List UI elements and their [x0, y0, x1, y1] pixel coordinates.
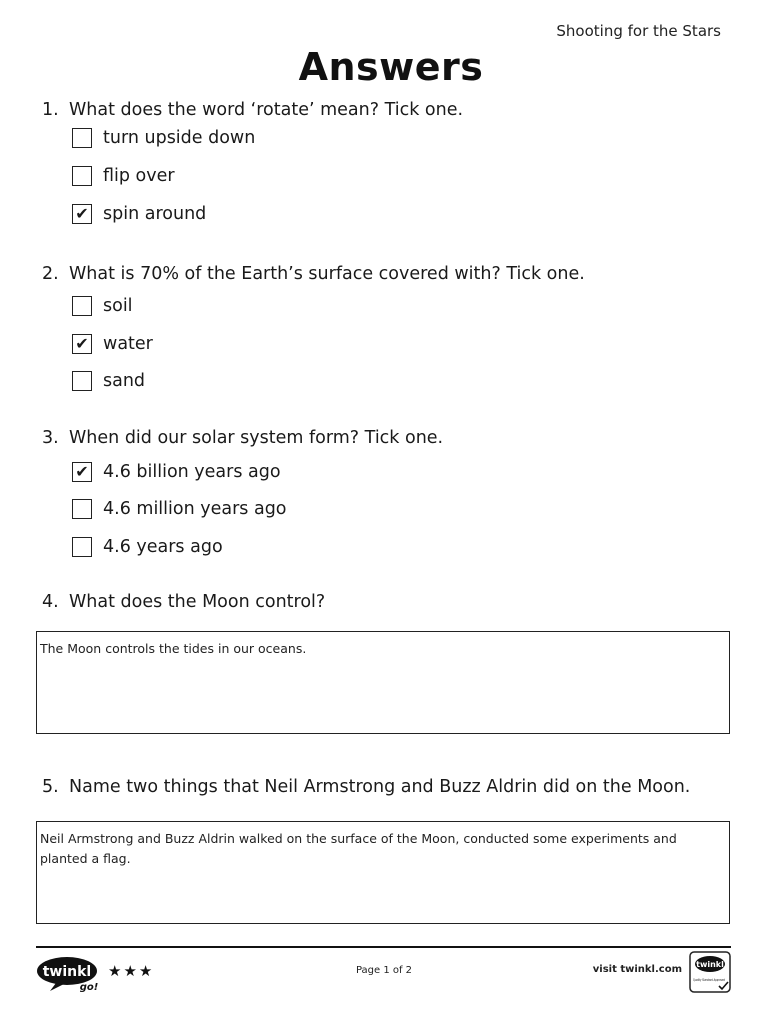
answer-box-4[interactable]: The Moon controls the tides in our oceans. [36, 631, 730, 734]
option-sand[interactable] [72, 369, 145, 393]
badge-caption: Quality Standard Approved [693, 978, 725, 982]
badge-logo-text: twinkl [696, 960, 724, 969]
question-text: When did our solar system form? Tick one. [69, 428, 444, 448]
checkbox-checked[interactable]: ✔ [72, 204, 92, 224]
option-label: sand [103, 371, 146, 391]
option-4-6-years[interactable] [72, 535, 223, 559]
option-4-6-million[interactable] [72, 497, 287, 521]
question-number: 2. [42, 264, 59, 284]
logo-text: twinkl [42, 964, 92, 980]
question-text: What is 70% of the Earth’s surface covered with? Tick one. [69, 264, 585, 284]
option-label: 4.6 years ago [103, 537, 223, 557]
question-text: What does the Moon control? [69, 592, 326, 612]
option-label: spin around [103, 204, 207, 224]
checkbox[interactable] [72, 537, 92, 557]
answer-box-5[interactable]: Neil Armstrong and Buzz Aldrin walked on the surface of the Moon, conducted some experiments and planted a flag. [36, 821, 730, 924]
option-soil[interactable] [72, 294, 133, 318]
option-label: flip over [103, 166, 175, 186]
question-4 [42, 592, 325, 612]
option-flip-over[interactable] [72, 164, 175, 188]
question-text: What does the word ‘rotate’ mean? Tick one. [69, 100, 464, 120]
option-turn-upside-down[interactable] [72, 126, 255, 150]
option-water[interactable] [72, 332, 153, 356]
checkbox[interactable] [72, 499, 92, 519]
visit-link[interactable]: visit twinkl.com [592, 964, 682, 975]
question-text: Name two things that Neil Armstrong and Buzz Aldrin did on the Moon. [69, 777, 691, 797]
checkbox-checked[interactable]: ✔ [72, 462, 92, 482]
checkbox[interactable] [72, 296, 92, 316]
logo-subtext: go! [79, 982, 99, 993]
question-number: 1. [42, 100, 59, 120]
page-heading: Answers [298, 45, 484, 89]
option-label: soil [103, 296, 133, 316]
option-label: 4.6 billion years ago [103, 462, 281, 482]
option-4-6-billion[interactable] [72, 460, 281, 484]
question-number: 3. [42, 428, 59, 448]
option-label: turn upside down [103, 128, 256, 148]
option-label: 4.6 million years ago [103, 499, 287, 519]
header-title: Shooting for the Stars [556, 22, 721, 40]
question-number: 4. [42, 592, 59, 612]
checkbox[interactable] [72, 371, 92, 391]
footer-divider [36, 946, 731, 948]
question-1 [42, 100, 463, 120]
option-spin-around[interactable] [72, 202, 206, 226]
checkbox[interactable] [72, 128, 92, 148]
option-label: water [103, 334, 153, 354]
checkbox[interactable] [72, 166, 92, 186]
page-number: Page 1 of 2 [355, 965, 413, 976]
question-number: 5. [42, 777, 59, 797]
question-5 [42, 777, 690, 797]
stars-rating: ★★★ [108, 962, 155, 980]
checkbox-checked[interactable]: ✔ [72, 334, 92, 354]
question-3 [42, 428, 443, 448]
quality-badge-icon [689, 951, 731, 993]
question-2 [42, 264, 585, 284]
